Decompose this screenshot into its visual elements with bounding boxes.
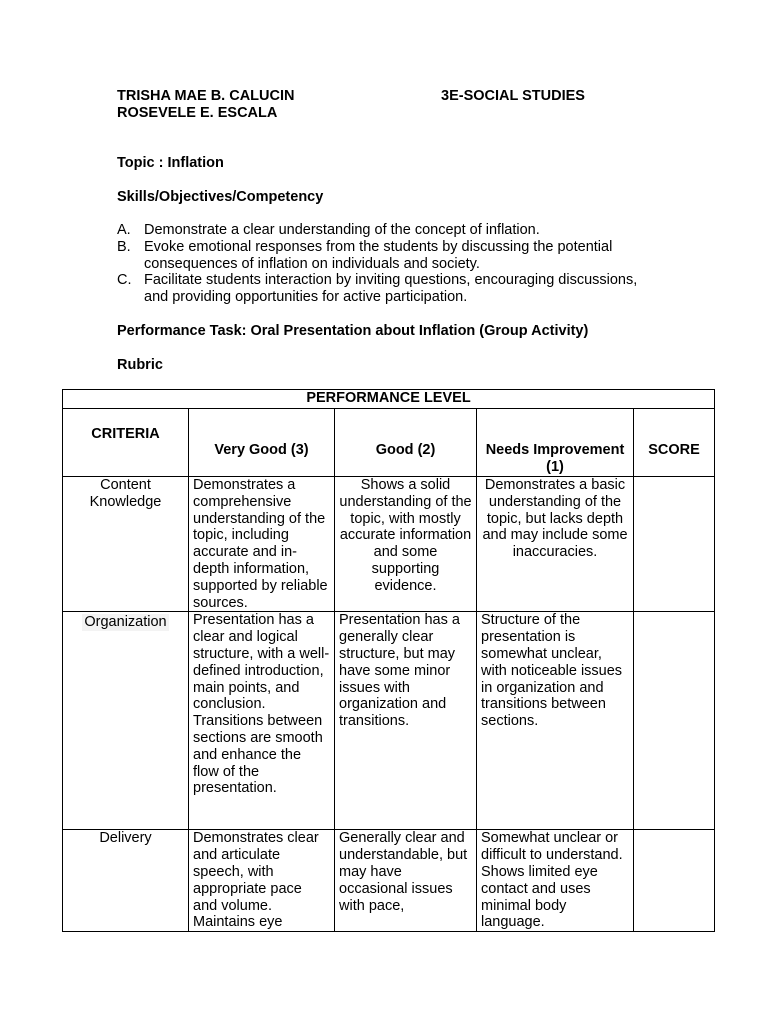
score-header: SCORE (634, 409, 715, 477)
author-name-2: ROSEVELE E. ESCALA (117, 105, 278, 121)
table-row (63, 477, 715, 612)
criterion-cell: Content Knowledge (63, 477, 189, 612)
good-cell: Presentation has a generally clear structure, but may have some minor issues with organization and transitions. (335, 612, 477, 830)
criterion-cell: Delivery (63, 830, 189, 932)
score-cell[interactable] (634, 830, 715, 932)
table-row (63, 409, 715, 477)
objective-text: Evoke emotional responses from the students by discussing the potential consequences of inflation on individuals and society. (144, 239, 613, 272)
skills-heading: Skills/Objectives/Competency (117, 189, 324, 205)
very-good-cell: Presentation has a clear and logical structure, with a well-defined introduction, main points, and conclusion. Transitions between sections are smooth and enhance the flow of the presentation. (189, 612, 335, 830)
criterion-cell (63, 612, 189, 830)
needs-improvement-cell: Somewhat unclear or difficult to understand. Shows limited eye contact and uses minimal body language. (477, 830, 634, 932)
criteria-header: CRITERIA (63, 409, 189, 477)
very-good-cell: Demonstrates a comprehensive understanding of the topic, including accurate and in-depth information, supported by reliable sources. (189, 477, 335, 612)
good-cell: Generally clear and understandable, but may have occasional issues with pace, (335, 830, 477, 932)
topic-line: Topic : Inflation (117, 155, 224, 171)
criterion-label: Organization (84, 614, 167, 631)
very-good-cell: Demonstrates clear and articulate speech, with appropriate pace and volume. Maintains eye (189, 830, 335, 932)
table-row (63, 612, 715, 830)
good-cell: Shows a solid understanding of the topic, with mostly accurate information and some supporting evidence. (335, 477, 477, 612)
objective-letter: B. (117, 239, 131, 255)
score-cell[interactable] (634, 477, 715, 612)
score-cell[interactable] (634, 612, 715, 830)
rubric-table (62, 389, 715, 932)
author-name-1: TRISHA MAE B. CALUCIN (117, 88, 295, 104)
table-row (63, 390, 715, 409)
level-header-needs-improvement: Needs Improvement (1) (477, 409, 634, 477)
rubric-heading: Rubric (117, 357, 163, 373)
performance-level-header: PERFORMANCE LEVEL (63, 390, 715, 409)
performance-task: Performance Task: Oral Presentation about Inflation (Group Activity) (117, 323, 589, 339)
level-header-good: Good (2) (335, 409, 477, 477)
table-row (63, 830, 715, 932)
objective-text: Demonstrate a clear understanding of the concept of inflation. (144, 222, 540, 238)
objective-text: Facilitate students interaction by inviting questions, encouraging discussions, and providing opportunities for active participation. (144, 272, 638, 305)
section-label: 3E-SOCIAL STUDIES (441, 88, 585, 104)
needs-improvement-cell: Structure of the presentation is somewhat unclear, with noticeable issues in organization and transitions between sections. (477, 612, 634, 830)
level-header-very-good: Very Good (3) (189, 409, 335, 477)
needs-improvement-cell: Demonstrates a basic understanding of the topic, but lacks depth and may include some inaccuracies. (477, 477, 634, 612)
objective-letter: A. (117, 222, 131, 238)
objective-letter: C. (117, 272, 132, 288)
